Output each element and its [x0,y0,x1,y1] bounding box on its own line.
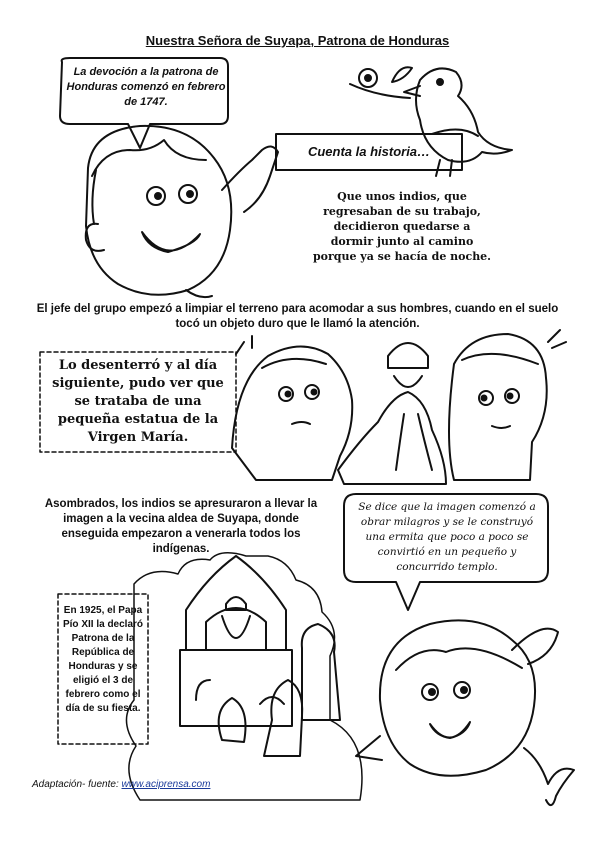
paragraph-3: Asombrados, los indios se apresuraron a llevar la imagen a la vecina aldea de Suyapa, donde enseguida empezaron a venerarla todos los indígenas. [44,498,318,555]
story-sign-label: Cuenta la historia… [307,144,431,159]
boy-illustration [86,126,278,297]
bubble-1-text: La devoción a la patrona de Honduras comenzó en febrero de 1747. [66,66,226,108]
paragraph-2: El jefe del grupo empezó a limpiar el terreno para acomodar a sus hombres, cuando en el suelo tocó un objeto duro que le llamó la atención. [36,303,559,330]
page-title: Nuestra Señora de Suyapa, Patrona de Honduras [145,33,450,48]
figures-with-statue [232,330,566,484]
girl-illustration [356,620,574,805]
source-link[interactable]: www.aciprensa.com [121,779,211,790]
bubble-2-text: Se dice que la imagen comenzó a obrar milagros y se le construyó una ermita que poco a poco se convirtió en un pequeño y concurrido templo. [358,501,536,573]
source-credit [32,779,210,790]
credit-prefix: Adaptación- fuente: [32,779,122,790]
box-2-text: En 1925, el Papa Pío XII la declaró Patrona de la República de Honduras y se eligió el 3 de febrero como el día de su fiesta. [62,605,144,714]
paragraph-1: Que unos indios, que regresaban de su trabajo, decidieron quedarse a dormir junto al camino porque ya se hacía de noche. [312,190,492,263]
box-1-text: Lo desenterró y al día siguiente, pudo ver que se trataba de una pequeña estatua de la Virgen María. [52,358,224,445]
chapel-illustration [126,553,362,800]
